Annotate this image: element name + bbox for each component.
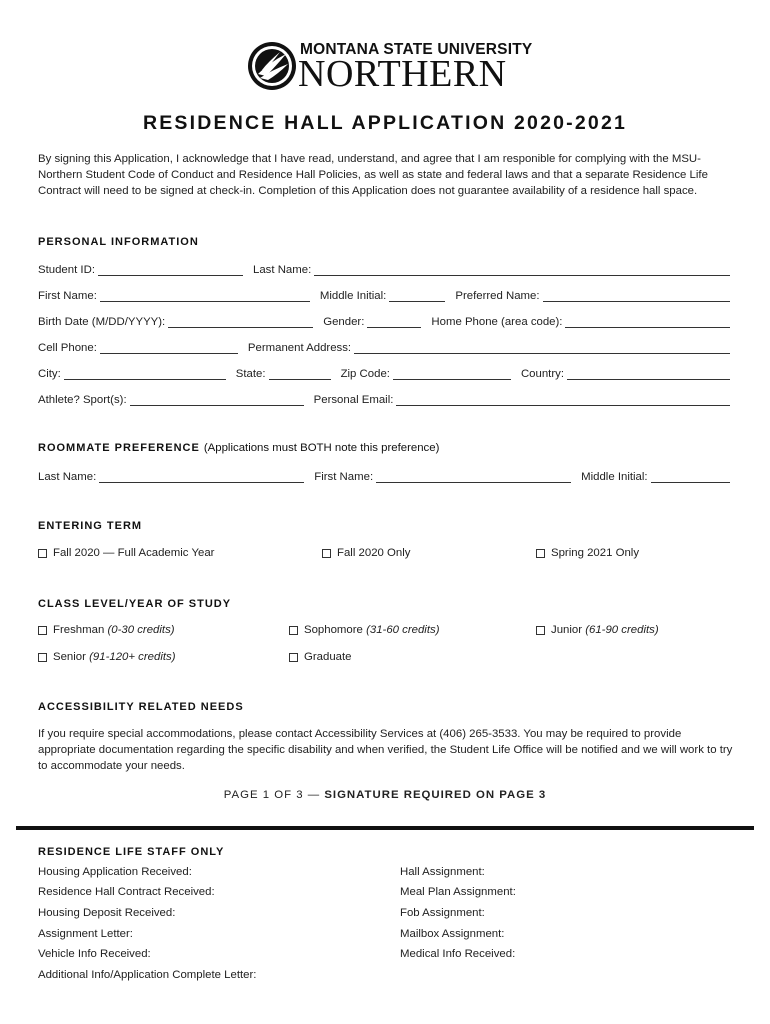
- roommate-middle-initial-label: Middle Initial:: [581, 471, 648, 483]
- roommate-last-name-label: Last Name:: [38, 471, 97, 483]
- staff-item: Assignment Letter:: [38, 928, 133, 940]
- term-option-spring-only[interactable]: [536, 545, 639, 561]
- athlete-sport-label: Athlete? Sport(s):: [38, 394, 127, 406]
- signature-required-text: SIGNATURE REQUIRED ON PAGE 3: [324, 789, 547, 801]
- page-footer-note: [0, 789, 770, 801]
- term-option-label: Fall 2020 — Full Academic Year: [53, 547, 215, 559]
- msu-northern-emblem-icon: [246, 40, 298, 92]
- class-option-freshman[interactable]: [38, 622, 175, 638]
- row-first-name: [38, 286, 730, 302]
- country-label: Country:: [520, 368, 565, 380]
- class-option-label: Junior: [551, 624, 583, 636]
- class-option-credits: (0-30 credits): [107, 624, 175, 636]
- document-title: RESIDENCE HALL APPLICATION 2020-2021: [142, 112, 628, 134]
- permanent-address-label: Permanent Address:: [247, 342, 352, 354]
- roommate-heading-text: ROOMMATE PREFERENCE: [38, 442, 200, 454]
- staff-item: Fob Assignment:: [400, 907, 485, 919]
- gender-field[interactable]: [367, 316, 421, 328]
- roommate-middle-initial-field[interactable]: [651, 471, 730, 483]
- roommate-heading-note: (Applications must BOTH note this preference): [203, 442, 440, 454]
- class-option-graduate[interactable]: [289, 649, 352, 665]
- zip-code-field[interactable]: [393, 368, 511, 380]
- preferred-name-label: Preferred Name:: [455, 290, 540, 302]
- staff-item: Housing Application Received:: [38, 866, 192, 878]
- first-name-field[interactable]: [100, 290, 310, 302]
- staff-item: Meal Plan Assignment:: [400, 886, 516, 898]
- checkbox-icon[interactable]: [536, 626, 545, 635]
- class-option-credits: (91-120+ credits): [89, 651, 176, 663]
- roommate-first-name-field[interactable]: [376, 471, 571, 483]
- student-id-field[interactable]: [98, 264, 243, 276]
- university-logo: [246, 40, 536, 94]
- roommate-last-name-field[interactable]: [99, 471, 304, 483]
- row-student-id: [38, 260, 730, 276]
- home-phone-label: Home Phone (area code):: [431, 316, 563, 328]
- checkbox-icon[interactable]: [536, 549, 545, 558]
- class-level-heading: CLASS LEVEL/YEAR OF STUDY: [38, 598, 232, 610]
- term-option-fall-only[interactable]: [322, 545, 410, 561]
- row-city: [38, 364, 730, 380]
- preferred-name-field[interactable]: [543, 290, 730, 302]
- city-label: City:: [38, 368, 61, 380]
- term-option-label: Fall 2020 Only: [337, 547, 411, 559]
- roommate-first-name-label: First Name:: [314, 471, 374, 483]
- checkbox-icon[interactable]: [322, 549, 331, 558]
- checkbox-icon[interactable]: [38, 626, 47, 635]
- country-field[interactable]: [567, 368, 730, 380]
- checkbox-icon[interactable]: [289, 653, 298, 662]
- personal-info-heading: PERSONAL INFORMATION: [38, 236, 199, 248]
- checkbox-icon[interactable]: [38, 653, 47, 662]
- class-option-label: Graduate: [304, 651, 352, 663]
- row-roommate: [38, 467, 730, 483]
- middle-initial-label: Middle Initial:: [319, 290, 387, 302]
- checkbox-icon[interactable]: [289, 626, 298, 635]
- row-athlete: [38, 390, 730, 406]
- checkbox-icon[interactable]: [38, 549, 47, 558]
- roommate-heading: [38, 442, 439, 454]
- staff-item: Medical Info Received:: [400, 948, 516, 960]
- last-name-label: Last Name:: [253, 264, 312, 276]
- staff-item: Residence Hall Contract Received:: [38, 886, 215, 898]
- class-option-label: Senior: [53, 651, 86, 663]
- home-phone-field[interactable]: [565, 316, 730, 328]
- class-option-sophomore[interactable]: [289, 622, 440, 638]
- staff-item: Hall Assignment:: [400, 866, 485, 878]
- last-name-field[interactable]: [314, 264, 730, 276]
- middle-initial-field[interactable]: [389, 290, 445, 302]
- cell-phone-label: Cell Phone:: [38, 342, 97, 354]
- staff-only-heading: RESIDENCE LIFE STAFF ONLY: [38, 846, 225, 858]
- cell-phone-field[interactable]: [100, 342, 238, 354]
- state-label: State:: [235, 368, 266, 380]
- class-option-label: Sophomore: [304, 624, 363, 636]
- personal-email-label: Personal Email:: [313, 394, 394, 406]
- intro-paragraph: By signing this Application, I acknowledge that I have read, understand, and agree that I am responible for complying with the MSU-Northern Student Code of Conduct and Residence Hall Policies, as well as state and federal laws and that a separate Residence Life Contract will need to be signed at check-in. Completion of this Application does not guarantee availability of a residence hall space.: [38, 153, 708, 197]
- class-option-junior[interactable]: [536, 622, 659, 638]
- term-option-label: Spring 2021 Only: [551, 547, 640, 559]
- staff-item: Mailbox Assignment:: [400, 928, 505, 940]
- first-name-label: First Name:: [38, 290, 97, 302]
- entering-term-heading: ENTERING TERM: [38, 520, 143, 532]
- staff-item: Vehicle Info Received:: [38, 948, 151, 960]
- class-option-credits: (61-90 credits): [585, 624, 659, 636]
- logo-text-top: MONTANA STATE UNIVERSITY: [300, 41, 533, 58]
- term-option-fall-full[interactable]: [38, 545, 214, 561]
- accessibility-heading: ACCESSIBILITY RELATED NEEDS: [38, 701, 244, 713]
- permanent-address-field[interactable]: [354, 342, 730, 354]
- class-option-senior[interactable]: [38, 649, 176, 665]
- gender-label: Gender:: [323, 316, 365, 328]
- row-birth-date: [38, 312, 730, 328]
- accessibility-paragraph: If you require special accommodations, please contact Accessibility Services at (406) 265-3533. You may be required to provide appropriate documentation regarding the specific disability and when verified, the Student Life Office will be notified and we will work to try to accommodate your needs.: [38, 728, 733, 772]
- birth-date-field[interactable]: [168, 316, 313, 328]
- staff-item: Additional Info/Application Complete Letter:: [38, 969, 257, 981]
- section-divider: [16, 826, 754, 830]
- logo-text-bottom: NORTHERN: [298, 53, 507, 95]
- staff-item: Housing Deposit Received:: [38, 907, 176, 919]
- student-id-label: Student ID:: [38, 264, 95, 276]
- row-cell-phone: [38, 338, 730, 354]
- personal-email-field[interactable]: [396, 394, 730, 406]
- state-field[interactable]: [269, 368, 331, 380]
- page-number-text: PAGE 1 OF 3 —: [223, 789, 325, 801]
- zip-code-label: Zip Code:: [340, 368, 390, 380]
- class-option-label: Freshman: [53, 624, 105, 636]
- class-option-credits: (31-60 credits): [366, 624, 440, 636]
- athlete-sport-field[interactable]: [130, 394, 304, 406]
- birth-date-label: Birth Date (M/DD/YYYY):: [38, 316, 166, 328]
- city-field[interactable]: [64, 368, 226, 380]
